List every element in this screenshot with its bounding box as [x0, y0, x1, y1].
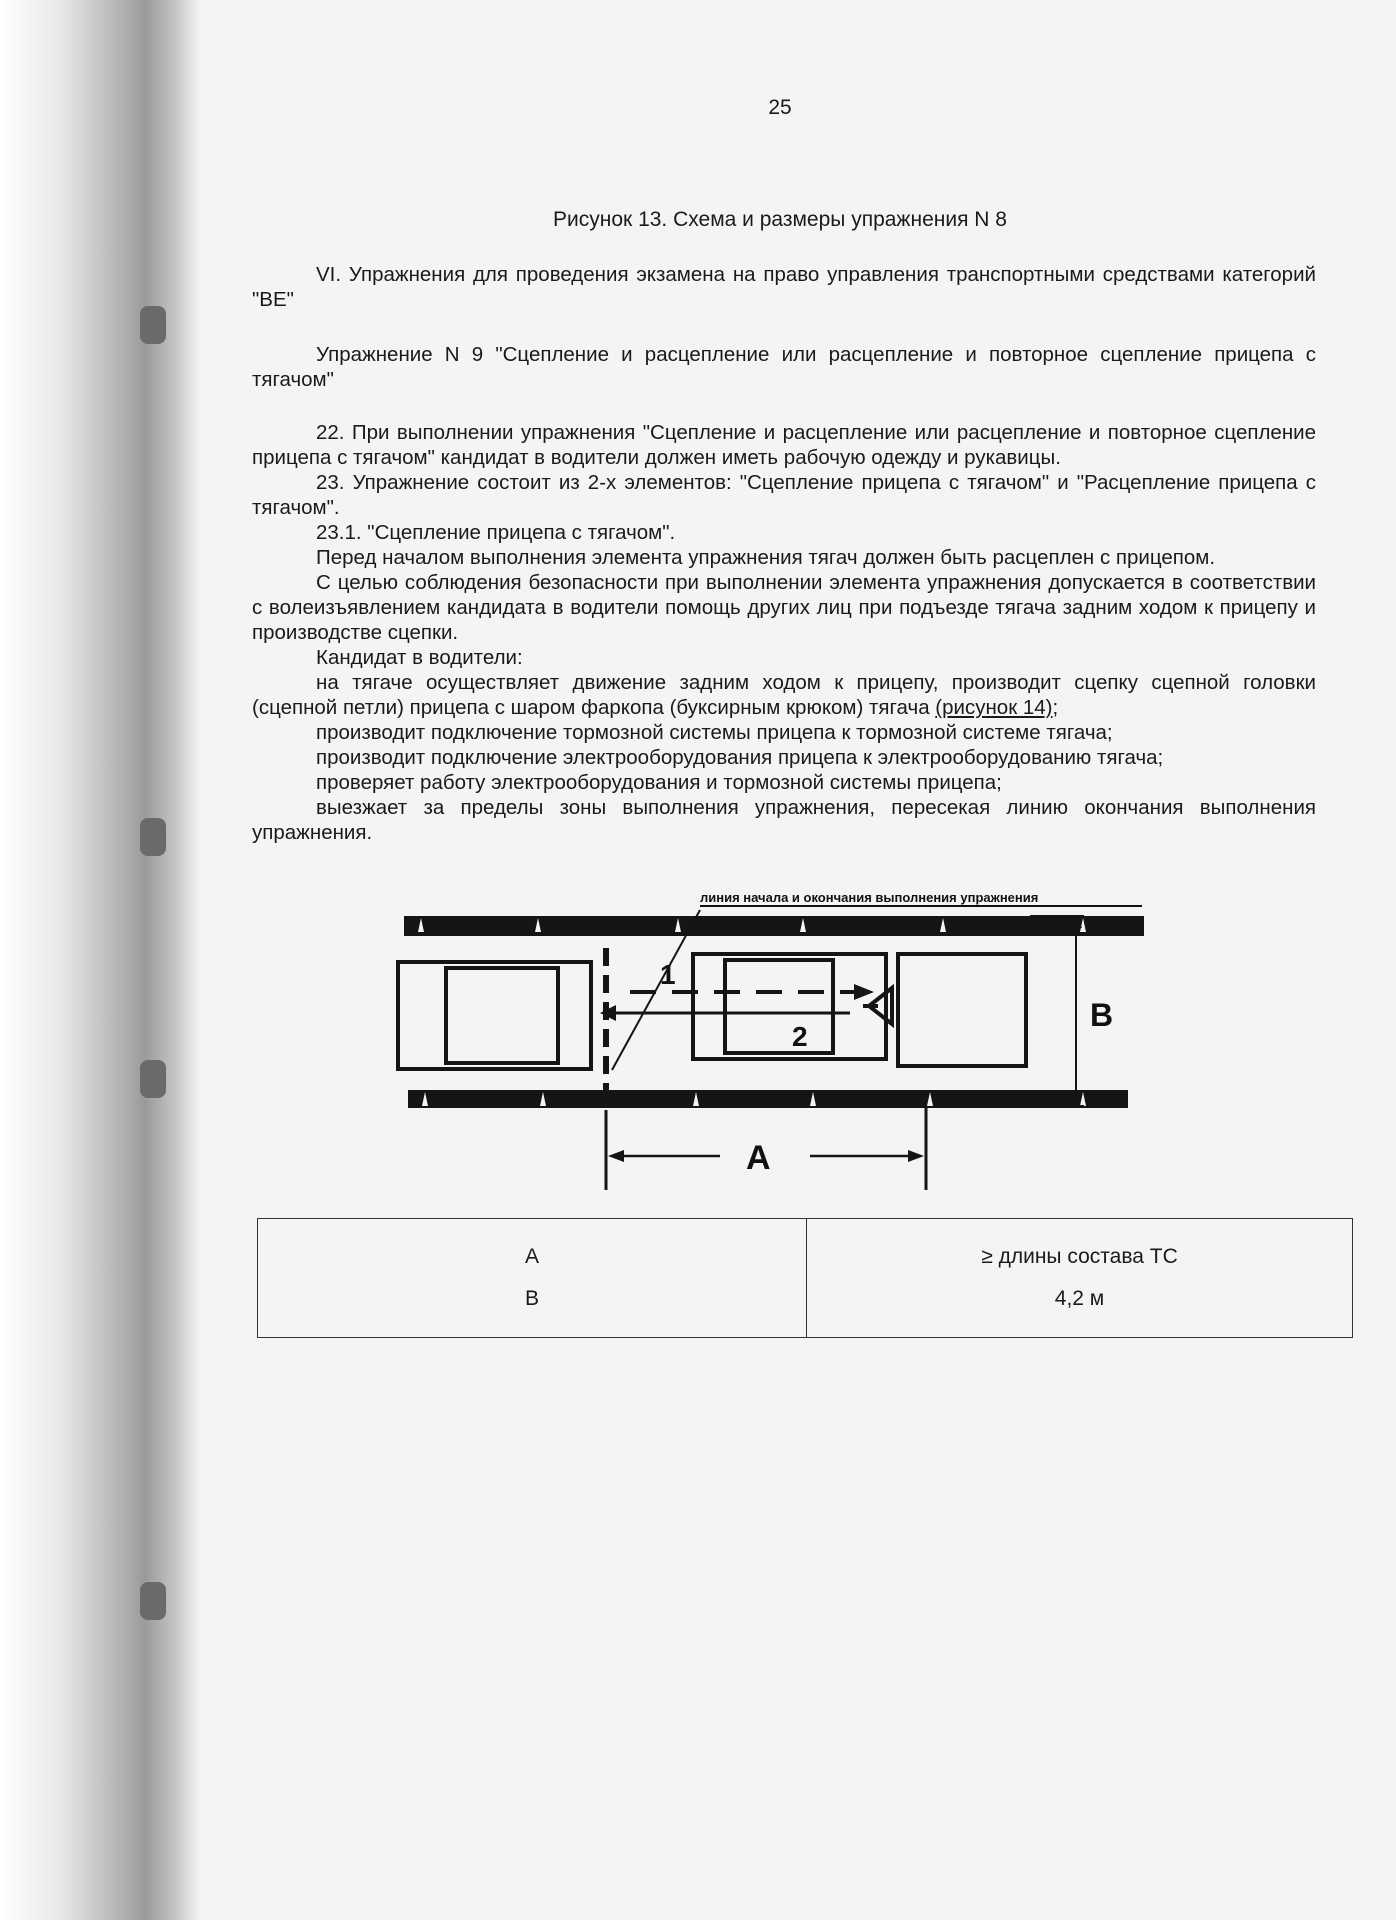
exercise-title: Упражнение N 9 "Сцепление и расцепление или расцепление и повторное сцепление прицепа с тягачом": [252, 343, 1316, 391]
road-edge-top: [404, 916, 1144, 936]
path-label-2: 2: [792, 1021, 808, 1052]
paragraph-brake: производит подключение тормозной системы прицепа к тормозной системе тягача;: [316, 721, 1113, 744]
table-row: [258, 1278, 1353, 1338]
punch-hole: [140, 306, 166, 344]
paragraph-check: проверяет работу электрооборудования и тормозной системы прицепа;: [316, 771, 1002, 794]
body-text: [252, 420, 1316, 845]
diagram-line-label: линия начала и окончания выполнения упражнения: [700, 890, 1039, 905]
figure-caption: Рисунок 13. Схема и размеры упражнения N 8: [553, 208, 1007, 231]
dim-a-arrow-left: [608, 1150, 624, 1162]
table-cell-value: 4,2 м: [807, 1278, 1353, 1338]
page-number: 25: [768, 96, 792, 119]
paragraph-23: 23. Упражнение состоит из 2-х элементов: "Сцепление прицепа с тягачом" и "Расцепление прицепа с тягачом".: [252, 471, 1316, 519]
section-title: VI. Упражнения для проведения экзамена на право управления транспортными средствами категорий "BE": [252, 263, 1316, 311]
path-label-1: 1: [660, 959, 676, 990]
table-cell-param: А: [258, 1219, 807, 1279]
paragraph-safety: С целью соблюдения безопасности при выполнении элемента упражнения допускается в соответствии с волеизъявлением кандидата в водители помощь других лиц при подъезде тягача задним ходом к прицепу и производстве сцепки.: [252, 571, 1316, 644]
table-cell-value: ≥ длины состава ТС: [807, 1219, 1353, 1279]
punch-hole: [140, 818, 166, 856]
table-cell-param: В: [258, 1278, 807, 1338]
paragraph-22: 22. При выполнении упражнения "Сцепление и расцепление или расцепление и повторное сцепление прицепа с тягачом" кандидат в водители должен иметь рабочую одежду и рукавицы.: [252, 421, 1316, 469]
paragraph-electro: производит подключение электрооборудования прицепа к электрооборудованию тягача;: [316, 746, 1164, 769]
paragraph-exit: выезжает за пределы зоны выполнения упражнения, пересекая линию окончания выполнения упражнения.: [252, 796, 1316, 844]
dim-label-a: А: [746, 1139, 771, 1177]
punch-hole: [140, 1582, 166, 1620]
dim-a-arrow-right: [908, 1150, 924, 1162]
punch-hole: [140, 1060, 166, 1098]
trailer: [898, 954, 1026, 1066]
dimensions-table: [257, 1218, 1353, 1338]
left-vehicle: [398, 962, 591, 1069]
paragraph-before-start: Перед началом выполнения элемента упражнения тягач должен быть расцеплен с прицепом.: [316, 546, 1216, 569]
tractor-text-end: ;: [1052, 696, 1059, 719]
dim-label-b: В: [1090, 997, 1114, 1033]
exercise-diagram: [380, 880, 1180, 1200]
paragraph-candidate: Кандидат в водители:: [316, 646, 523, 669]
path-1-arrowhead: [854, 984, 874, 1000]
paragraph-tractor: [252, 670, 1316, 720]
tractor: [693, 954, 886, 1059]
scan-edge-shadow: [0, 0, 200, 1920]
tractor-text: на тягаче осуществляет движение задним ходом к прицепу, производит сцепку сцепной головки (сцепной петли) прицепа с шаром фаркопа (буксирным крюком) тягача: [252, 671, 1316, 719]
paragraph-23-1: 23.1. "Сцепление прицепа с тягачом".: [316, 521, 676, 544]
road-edge-bottom: [408, 1090, 1128, 1108]
figure-14-link[interactable]: (рисунок 14): [935, 696, 1053, 719]
table-row: [258, 1219, 1353, 1279]
